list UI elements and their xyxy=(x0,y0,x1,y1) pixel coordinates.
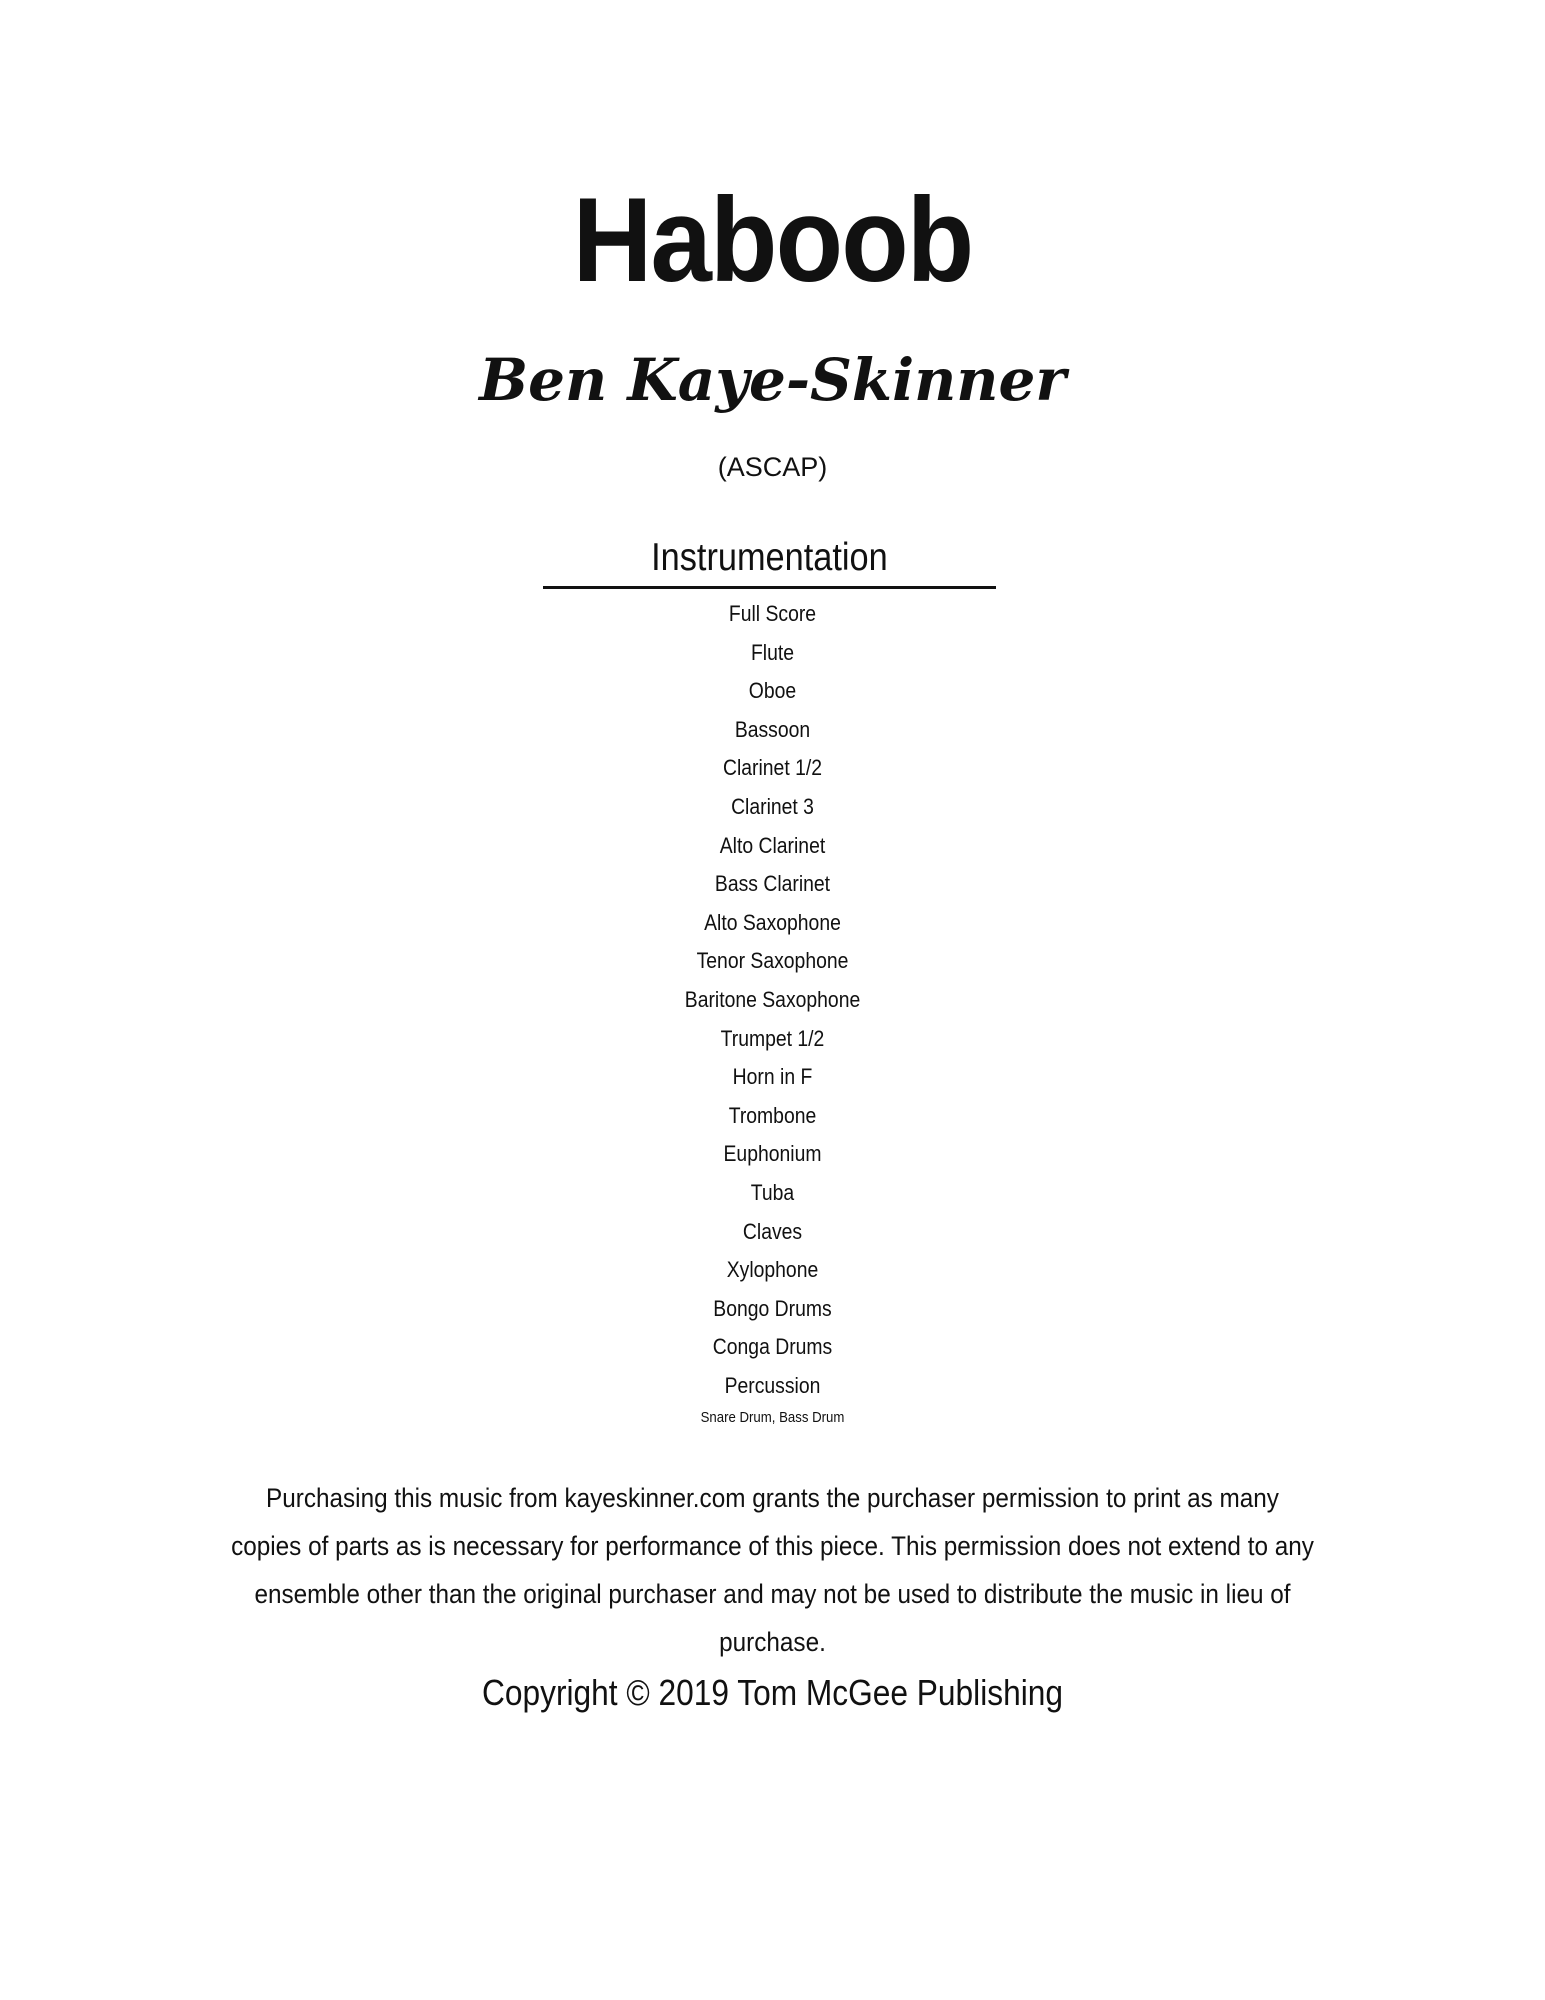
list-item: Baritone Saxophone xyxy=(684,986,861,1012)
list-item: Percussion xyxy=(724,1372,821,1398)
list-item: Full Score xyxy=(728,601,817,626)
permission-notice: Purchasing this music from kayeskinner.com grants the purchaser permission to print as many copies of parts as is necessary for performance of this piece. This permission does not extend to any ensemble other than the original purchaser and may not be used to distribute the music in lieu of purchase. xyxy=(231,1483,1314,1657)
list-item: Oboe xyxy=(748,678,797,704)
list-item: Xylophone xyxy=(726,1257,819,1283)
instrument-list xyxy=(0,595,1545,1405)
list-item: Alto Saxophone xyxy=(704,909,841,935)
composer-name: Ben Kaye-Skinner xyxy=(479,346,1066,414)
list-item: Horn in F xyxy=(732,1064,813,1090)
list-item: Tuba xyxy=(750,1179,795,1205)
instrumentation-heading-rule xyxy=(543,530,996,589)
piece-title: Haboob xyxy=(572,173,973,307)
list-item: Euphonium xyxy=(723,1141,822,1167)
list-item: Clarinet 3 xyxy=(731,793,814,819)
list-item: Alto Clarinet xyxy=(719,832,826,858)
instrumentation-heading: Instrumentation xyxy=(651,536,888,579)
list-item: Conga Drums xyxy=(712,1334,833,1360)
percussion-note: Snare Drum, Bass Drum xyxy=(700,1409,845,1426)
list-item: Bass Clarinet xyxy=(714,871,831,897)
list-item: Trombone xyxy=(728,1102,817,1128)
list-item: Bassoon xyxy=(734,716,811,742)
list-item: Clarinet 1/2 xyxy=(722,755,822,781)
list-item: Bongo Drums xyxy=(713,1295,832,1321)
composer-affiliation: (ASCAP) xyxy=(717,452,828,482)
list-item: Tenor Saxophone xyxy=(696,948,849,974)
copyright-notice: Copyright © 2019 Tom McGee Publishing xyxy=(482,1672,1063,1713)
list-item: Claves xyxy=(742,1218,803,1244)
list-item: Flute xyxy=(750,639,795,665)
list-item: Trumpet 1/2 xyxy=(720,1025,825,1051)
